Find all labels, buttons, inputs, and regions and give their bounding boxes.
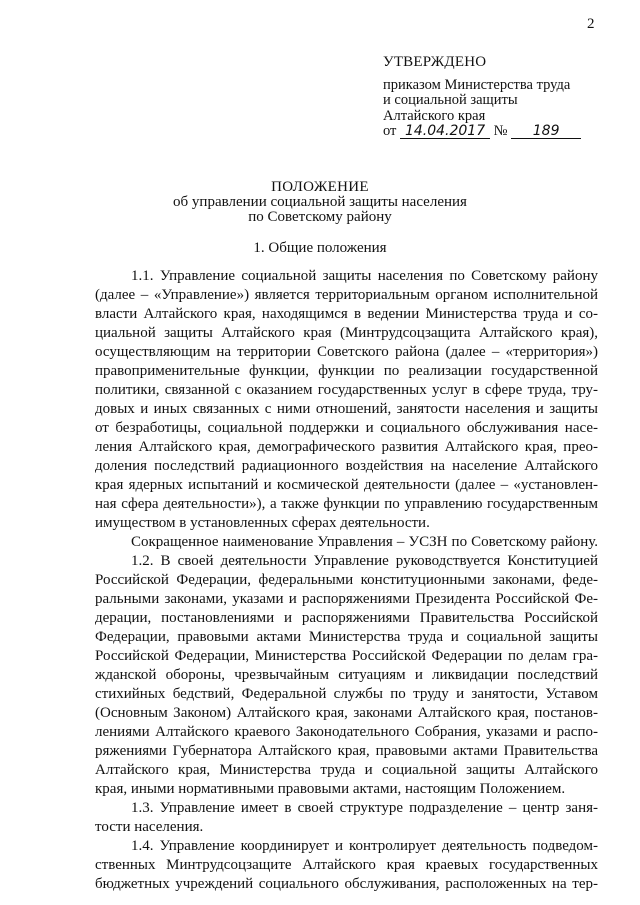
body-line: правоприменительные функции, функции по реализации государственной: [95, 363, 598, 379]
approval-line: и социальной защиты: [383, 92, 518, 108]
body-line: 1.3. Управление имеет в своей структуре подразделение – центр заня-: [131, 800, 598, 816]
body-line: политики, связанной с оказанием государственных услуг в сфере труда, тру-: [95, 382, 598, 398]
body-line: ряжениями Губернатора Алтайского края, правовыми актами Правительства: [95, 743, 598, 759]
approval-line: приказом Министерства труда: [383, 76, 571, 93]
body-line: ральными законами, указами и распоряжениями Президента Российской Фе-: [95, 591, 598, 607]
body-line: от безработицы, социальной поддержки и социального обслуживания насе-: [95, 420, 598, 436]
body-line: (Основным Законом) Алтайского края, законами Алтайского края, постанов-: [95, 705, 598, 721]
body-line: Российской Федерации, Министерства Российской Федерации по делам гра-: [95, 648, 598, 664]
body-line: имуществом в установленных сферах деятельности.: [95, 515, 430, 531]
approval-number-handwritten: 189: [511, 124, 581, 139]
approval-date-handwritten: 14.04.2017: [400, 124, 490, 139]
body-line: бюджетных учреждений социального обслуживания, расположенных на тер-: [95, 876, 598, 892]
document-subtitle-line: по Советскому району: [248, 209, 392, 225]
body-line: Алтайского края, Министерства труда и социальной защиты Алтайского: [95, 762, 598, 778]
body-line: власти Алтайского края, находящимся в ведении Министерства труда и со-: [95, 306, 598, 322]
body-line: ная сфера деятельности»), а также функции по управлению государственным: [95, 496, 598, 512]
approval-date-number-line: [383, 124, 581, 140]
body-line: ления Алтайского края, демографического развития Алтайского края, прео-: [95, 439, 598, 455]
document-subtitle-line: об управлении социальной защиты населения: [173, 194, 467, 210]
body-line: довых и иных связанных с ними отношений, занятости населения и защиты: [95, 401, 598, 417]
body-line: доления последствий радиационного воздействия на население Алтайского: [95, 458, 598, 474]
document-title: ПОЛОЖЕНИЕ: [271, 179, 369, 195]
section-heading: 1. Общие положения: [253, 240, 387, 256]
approval-line: Алтайского края: [383, 107, 486, 124]
body-line: 1.2. В своей деятельности Управление руководствуется Конституцией: [131, 553, 598, 569]
body-line: стихийных бедствий, Федеральной службы по труду и занятости, Уставом: [95, 686, 598, 702]
body-line: лениями Алтайского краевого Законодательного Собрания, указами и распо-: [95, 724, 598, 740]
body-line: края, иными нормативными правовыми актами, настоящим Положением.: [95, 781, 566, 797]
body-line: Сокращенное наименование Управления – УСЗН по Советскому району.: [131, 534, 598, 550]
body-line: жданской обороны, чрезвычайным ситуациям и ликвидации последствий: [95, 667, 598, 683]
body-line: тости населения.: [95, 819, 204, 835]
body-line: дерации, постановлениями и распоряжениями Правительства Российской: [95, 610, 598, 626]
page-number: 2: [587, 16, 595, 32]
body-line: осуществляющим на территории Советского района (далее – «территория»): [95, 344, 598, 360]
body-line: (далее – «Управление») является территориальным органом исполнительной: [95, 287, 598, 303]
body-line: 1.4. Управление координирует и контролирует деятельность подведом-: [131, 838, 598, 854]
body-line: циальной защиты Алтайского края (Минтрудсоцзащита Алтайского края),: [95, 325, 598, 341]
body-text: [95, 267, 598, 894]
approval-stamp-block: [383, 55, 581, 140]
body-line: 1.1. Управление социальной защиты населения по Советскому району: [131, 268, 598, 284]
body-line: ственных Минтрудсоцзащите Алтайского края краевых государственных: [95, 857, 598, 873]
approval-number-label: №: [493, 123, 508, 139]
approval-heading: УТВЕРЖДЕНО: [383, 54, 487, 70]
body-line: края ядерных испытаний и космической деятельности (далее – «установлен-: [95, 477, 598, 493]
approval-from-label: от: [383, 123, 397, 139]
body-line: Федерации, правовыми актами Министерства труда и социальной защиты: [95, 629, 598, 645]
body-line: Российской Федерации, федеральными конституционными законами, феде-: [95, 572, 598, 588]
